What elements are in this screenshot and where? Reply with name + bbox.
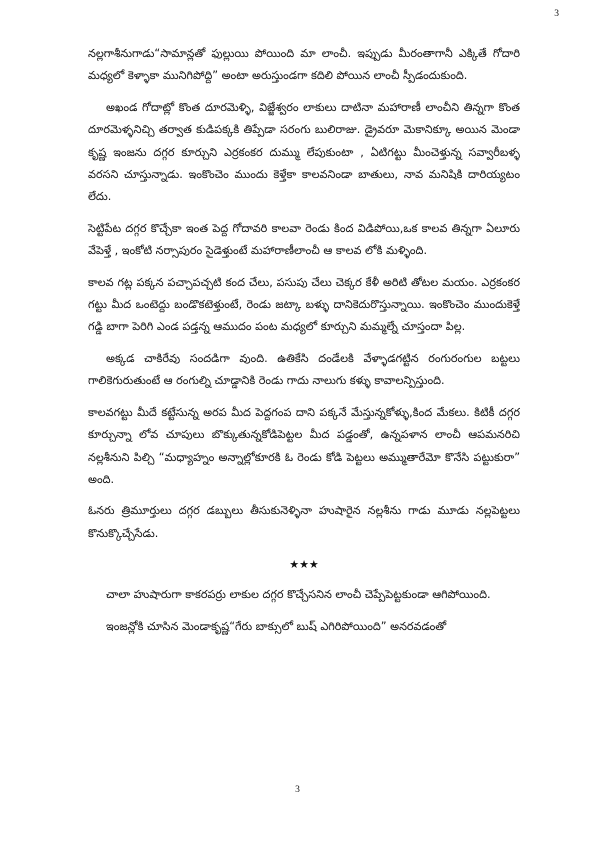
- paragraph-8: చాలా హుషారుగా కాకరపర్రు లాకుల దగ్గర కొచ్చేసనిన లాంచీ చెప్పేపెట్టకుండా ఆగిపోయింది.: [106, 588, 491, 602]
- paragraph-5: అక్కడ చాకిరేవు సందడిగా వుంది. ఉతికేసి దండేలకి వేళ్ళాడగట్టిన రంగురంగుల బట్టలు గాలికెగురుతుంటే ఆ రంగుల్ని చూడ్డానికి రెండు గాదు నాలుగు కళ్ళు కావాలన్పిస్తుంది.: [88, 351, 520, 388]
- paragraph-6: కాలవగట్టు మీదే కట్టేసున్న అరప మీద పెద్దగంప దాని పక్కనే మేస్తున్నకోళ్ళు,కింద మేకలు. కిటికీ దగ్గర కూర్చున్నా లోవ చూపులు బొక్కుతున్నకోడిపెట్టల మీద పడ్డంతో, ఉన్నపళాన లాంచీ ఆపమనరిచి నల్లశీనుని పిల్చి “మధ్యాహ్నం అన్నాల్లోకూరకి ఓ రెండు కోడి పెట్టలు అమ్ముతారేమో కొనేసి పట్టుకురా” అంది.: [88, 405, 520, 486]
- paragraph-2: అఖండ గోదాట్లో కొంత దూరమెళ్ళి, విజ్జేశ్వరం లాకులు దాటినా మహారాణీ లాంచీని తిన్నగా కొంత దూరమెళ్ళనిచ్చి తర్వాత కుడిపక్కకి తిప్పేడా సరంగు బులిరాజు. డ్రైవరూ మెకానిక్కూ అయిన మెండా కృష్ణ ఇంజను దగ్గర కూర్చుని ఎర్రకంకర దుమ్ము లేపుకుంటా , ఏటిగట్టు మీంచెళ్తున్న సవ్వారీబళ్ళ వరసని చూస్తున్నాడు. ఇంకొంచెం ముందు కెళ్తేకా కాలవనిండా బాతులు, నావ మనిషికి దారియ్యటం లేదు.: [88, 100, 520, 204]
- paragraph-4: కాలవ గట్ల పక్కన పచ్చాపచ్చటి కంద చేలు, పసుపు చేలు చెక్కర కేళీ అరిటి తోటల మయం. ఎర్రకంకర గట్టు మీద ఒంటెద్దు బండొకటెళ్తుంటే, రెండు జట్కా బళ్ళు దానికెదురొస్తున్నాయి. ఇంకొంచెం ముందుకెళ్తే గడ్డి బాగా పెరిగి ఎండ పడ్తన్న ఆముదం పంట మధ్యలో కూర్చుని మమ్మల్నే చూస్తందా పిల్ల.: [88, 275, 520, 334]
- paragraph-3: సెట్టిపేట దగ్గర కొచ్చేకా ఇంత పెద్ద గోదావరి కాలవా రెండు కింద విడిపోయి,ఒక కాలవ తిన్నగా ఏలూరు వేపెళ్తే , ఇంకోటి నర్సాపురం సైడెళ్తుంటే మహారాణీలాంచీ ఆ కాలవ లోకి మళ్ళింది.: [88, 221, 520, 258]
- page-number-top: 3: [554, 9, 559, 19]
- page-number-bottom: 3: [295, 785, 300, 795]
- page-body: [88, 43, 520, 647]
- paragraph-9: ఇంజన్లోకి చూసిన మెండాకృష్ణ“గేరు బాక్సులో బుష్ ఎగిరిపోయింది” అనరవడంతో: [106, 619, 447, 633]
- paragraph-1: నల్లగాశీనుగాడు“సామాన్లతో ఫుల్లుయి పోయింది మా లాంచీ. ఇప్పుడు మీరంతాగానీ ఎక్కితే గోదారి మధ్యలో కెళ్ళాకా మునిగిపోద్ది” అంటా అరుస్తుండగా కదిలి పోయిన లాంచీ స్పీడందుకుంది.: [88, 47, 520, 83]
- section-separator: ★★★: [289, 558, 319, 572]
- paragraph-7: ఓనరు త్రిమూర్తులు దగ్గర డబ్బులు తీసుకునెళ్ళినా హుషారైన నల్లశీను గాడు మూడు నల్లపెట్టలు కొనుక్కొచ్చేసేడు.: [88, 504, 520, 540]
